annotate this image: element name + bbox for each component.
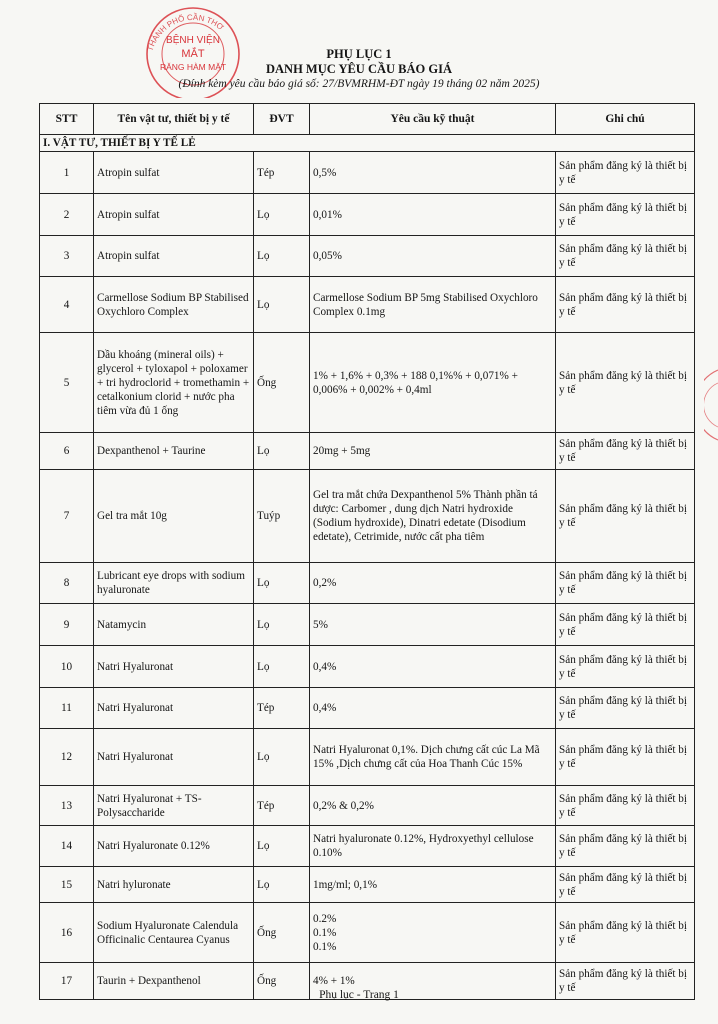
cell-stt: 12 [40,729,94,786]
cell-note: Sản phẩm đăng ký là thiết bị y tế [556,826,695,867]
stamp-line3: RĂNG HÀM MẶT [159,62,227,72]
cell-note: Sản phẩm đăng ký là thiết bị y tế [556,277,695,333]
cell-stt: 17 [40,963,94,1000]
table-row [40,786,695,826]
cell-stt: 15 [40,867,94,903]
cell-stt: 16 [40,903,94,963]
table-header-row [40,104,695,135]
cell-spec [310,903,556,963]
table-row [40,277,695,333]
stamp-line1: BỆNH VIỆN [166,35,220,46]
table-row [40,194,695,236]
cell-name: Atropin sulfat [94,152,254,194]
col-header-unit: ĐVT [254,104,310,135]
cell-unit: Lọ [254,826,310,867]
stamp-arc-text: THÀNH PHỐ CẦN THƠ [145,12,226,53]
table-row [40,867,695,903]
cell-note: Sản phẩm đăng ký là thiết bị y tế [556,433,695,470]
cell-spec: Natri Hyaluronat 0,1%. Dịch chưng cất cúc La Mã 15% ,Dịch chưng cất của Hoa Thanh Cúc 15% [310,729,556,786]
cell-spec: 0,4% [310,688,556,729]
cell-name: Dầu khoáng (mineral oils) + glycerol + tyloxapol + poloxamer + tri hydroclorid + tromethamin + cetalkonium clorid + nước pha tiêm vừa đủ 1 ống [94,333,254,433]
cell-name: Natri Hyaluronat [94,646,254,688]
table-row [40,236,695,277]
cell-note: Sản phẩm đăng ký là thiết bị y tế [556,646,695,688]
spec-line: 0.1% [313,926,337,939]
request-table [39,103,695,1000]
cell-unit: Lọ [254,563,310,604]
cell-name: Atropin sulfat [94,236,254,277]
cell-note: Sản phẩm đăng ký là thiết bị y tế [556,563,695,604]
cell-spec: Natri hyaluronate 0.12%, Hydroxyethyl cellulose 0.10% [310,826,556,867]
table-row [40,604,695,646]
cell-unit: Tuýp [254,470,310,563]
cell-note: Sản phẩm đăng ký là thiết bị y tế [556,903,695,963]
col-header-note: Ghi chú [556,104,695,135]
cell-note: Sản phẩm đăng ký là thiết bị y tế [556,867,695,903]
cell-note: Sản phẩm đăng ký là thiết bị y tế [556,333,695,433]
cell-name: Atropin sulfat [94,194,254,236]
cell-stt: 5 [40,333,94,433]
cell-name: Natri Hyaluronat + TS-Polysaccharide [94,786,254,826]
cell-unit: Lọ [254,729,310,786]
cell-spec: Carmellose Sodium BP 5mg Stabilised Oxychloro Complex 0.1mg [310,277,556,333]
cell-unit: Tép [254,152,310,194]
cell-stt: 6 [40,433,94,470]
cell-stt: 9 [40,604,94,646]
cell-spec: 20mg + 5mg [310,433,556,470]
cell-unit: Tép [254,688,310,729]
cell-name: Natamycin [94,604,254,646]
document-title: DANH MỤC YÊU CẦU BÁO GIÁ [266,62,452,76]
cell-unit: Ống [254,963,310,1000]
table-row [40,729,695,786]
cell-note: Sản phẩm đăng ký là thiết bị y tế [556,470,695,563]
cell-stt: 13 [40,786,94,826]
spec-line: 0.2% [313,912,337,925]
cell-unit: Lọ [254,236,310,277]
cell-unit: Lọ [254,194,310,236]
table-row [40,646,695,688]
section-title: I. VẬT TƯ, THIẾT BỊ Y TẾ LẺ [40,135,695,152]
cell-spec: 0,4% [310,646,556,688]
table-row [40,470,695,563]
table-row [40,333,695,433]
cell-spec: 0,01% [310,194,556,236]
cell-stt: 11 [40,688,94,729]
cell-spec: 0,05% [310,236,556,277]
col-header-name: Tên vật tư, thiết bị y tế [94,104,254,135]
cell-spec: 1mg/ml; 0,1% [310,867,556,903]
cell-stt: 3 [40,236,94,277]
cell-name: Lubricant eye drops with sodium hyaluronate [94,563,254,604]
cell-name: Natri Hyaluronat [94,729,254,786]
table-row [40,903,695,963]
cell-spec: 0,2% [310,563,556,604]
cell-stt: 14 [40,826,94,867]
cell-stt: 4 [40,277,94,333]
document-subtitle: (Đính kèm yêu cầu báo giá số: 27/BVMRHM-ĐT ngày 19 tháng 02 năm 2025) [178,78,540,90]
col-header-spec: Yêu cầu kỹ thuật [310,104,556,135]
table-row [40,433,695,470]
cell-unit: Lọ [254,646,310,688]
cell-unit: Ống [254,903,310,963]
cell-unit: Lọ [254,604,310,646]
cell-spec: Gel tra mắt chứa Dexpanthenol 5% Thành phần tá dược: Carbomer , dung dịch Natri hydroxide (Sodium hydroxide), Dinatri edetate (Disodium edetate), Cetrimide, nước cất pha tiêm [310,470,556,563]
cell-stt: 2 [40,194,94,236]
cell-spec: 1% + 1,6% + 0,3% + 188 0,1%% + 0,071% + 0,006% + 0,002% + 0,4ml [310,333,556,433]
cell-spec: 0,5% [310,152,556,194]
cell-spec: 4% + 1% [310,963,556,1000]
cell-stt: 8 [40,563,94,604]
cell-name: Gel tra mắt 10g [94,470,254,563]
cell-unit: Lọ [254,433,310,470]
cell-note: Sản phẩm đăng ký là thiết bị y tế [556,152,695,194]
cell-stt: 1 [40,152,94,194]
cell-unit: Ống [254,333,310,433]
appendix-title: PHỤ LỤC 1 [326,47,392,61]
table-row [40,688,695,729]
cell-note: Sản phẩm đăng ký là thiết bị y tế [556,963,695,1000]
side-stamp-edge [704,365,718,445]
cell-note: Sản phẩm đăng ký là thiết bị y tế [556,236,695,277]
cell-name: Sodium Hyaluronate Calendula Officinalic Centaurea Cyanus [94,903,254,963]
cell-stt: 7 [40,470,94,563]
table-row [40,826,695,867]
cell-name: Dexpanthenol + Taurine [94,433,254,470]
cell-spec: 0,2% & 0,2% [310,786,556,826]
cell-unit: Tép [254,786,310,826]
cell-note: Sản phẩm đăng ký là thiết bị y tế [556,786,695,826]
cell-unit: Lọ [254,277,310,333]
cell-name: Natri Hyaluronate 0.12% [94,826,254,867]
cell-name: Natri Hyaluronat [94,688,254,729]
spec-line: 0.1% [313,940,337,953]
cell-stt: 10 [40,646,94,688]
cell-note: Sản phẩm đăng ký là thiết bị y tế [556,688,695,729]
table-row [40,152,695,194]
cell-name: Natri hyluronate [94,867,254,903]
cell-unit: Lọ [254,867,310,903]
cell-note: Sản phẩm đăng ký là thiết bị y tế [556,194,695,236]
page-footer: Phụ lục - Trang 1 [319,989,399,1001]
section-row [40,135,695,152]
col-header-stt: STT [40,104,94,135]
stamp-line2: MẮT [181,48,205,60]
cell-name: Taurin + Dexpanthenol [94,963,254,1000]
cell-spec: 5% [310,604,556,646]
cell-name: Carmellose Sodium BP Stabilised Oxychloro Complex [94,277,254,333]
table-row [40,563,695,604]
cell-note: Sản phẩm đăng ký là thiết bị y tế [556,604,695,646]
cell-note: Sản phẩm đăng ký là thiết bị y tế [556,729,695,786]
